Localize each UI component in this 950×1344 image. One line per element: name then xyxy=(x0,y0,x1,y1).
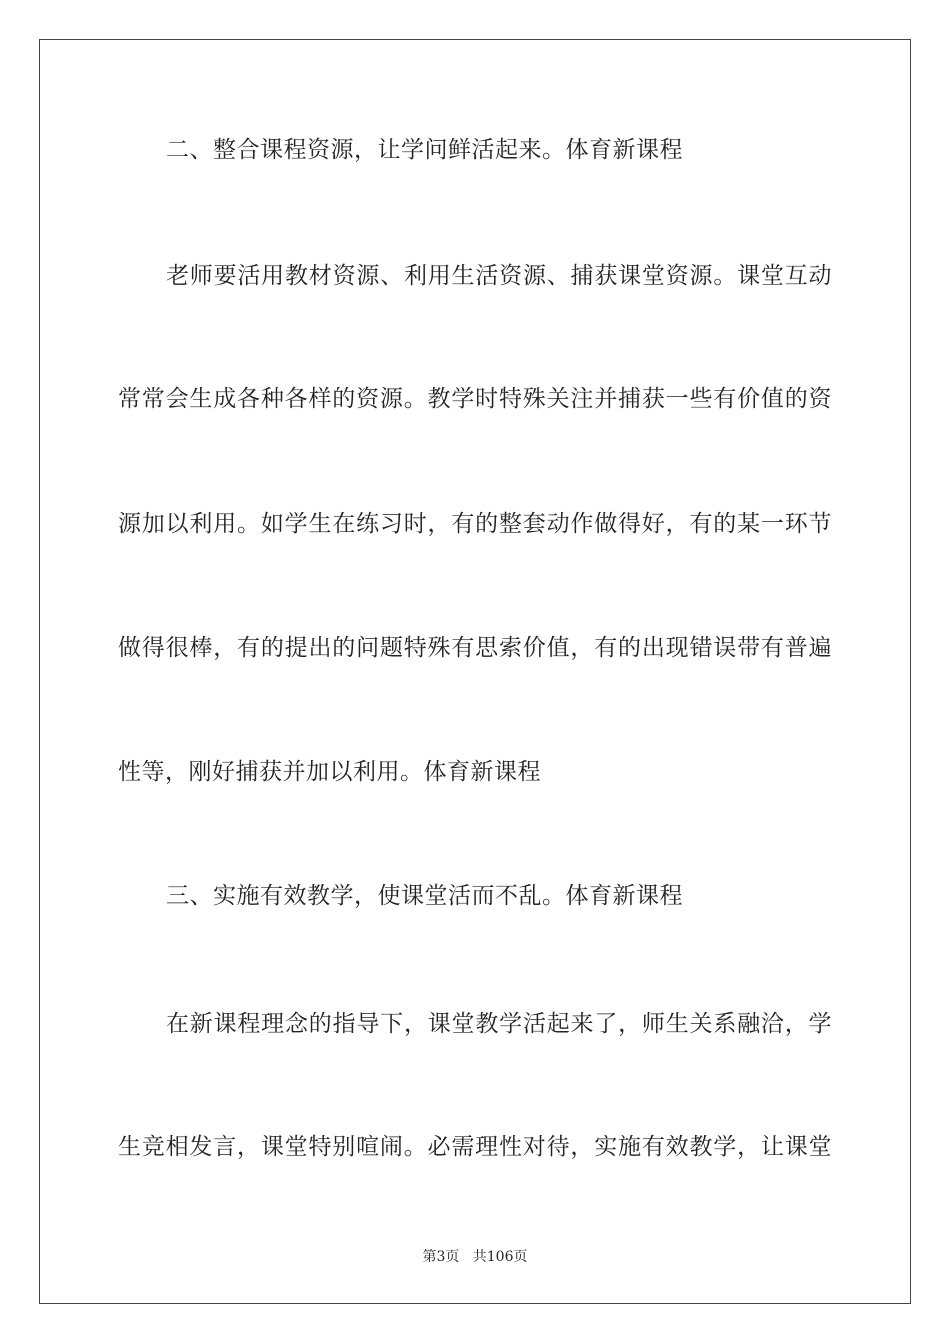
section-heading-3: 三、实施有效教学，使课堂活而不乱。体育新课程 xyxy=(166,883,683,909)
paragraph-line: 性等，刚好捕获并加以利用。体育新课程 xyxy=(118,759,541,785)
section-heading-2: 二、整合课程资源，让学问鲜活起来。体育新课程 xyxy=(166,137,683,163)
page-border xyxy=(39,39,911,1304)
paragraph-line: 生竞相发言，课堂特别喧闹。必需理性对待，实施有效教学，让课堂 xyxy=(118,1134,832,1160)
page-footer xyxy=(0,1248,950,1266)
page-number: 第3页 xyxy=(422,1249,460,1265)
paragraph-line: 常常会生成各种各样的资源。教学时特殊关注并捕获一些有价值的资 xyxy=(118,386,832,412)
paragraph-line: 做得很棒，有的提出的问题特殊有思索价值，有的出现错误带有普遍 xyxy=(118,635,832,661)
paragraph-line: 源加以利用。如学生在练习时，有的整套动作做得好，有的某一环节 xyxy=(118,511,832,537)
page-total: 共106页 xyxy=(472,1249,528,1265)
paragraph-line: 在新课程理念的指导下，课堂教学活起来了，师生关系融洽，学 xyxy=(166,1011,832,1037)
paragraph-line: 老师要活用教材资源、利用生活资源、捕获课堂资源。课堂互动 xyxy=(166,263,832,289)
